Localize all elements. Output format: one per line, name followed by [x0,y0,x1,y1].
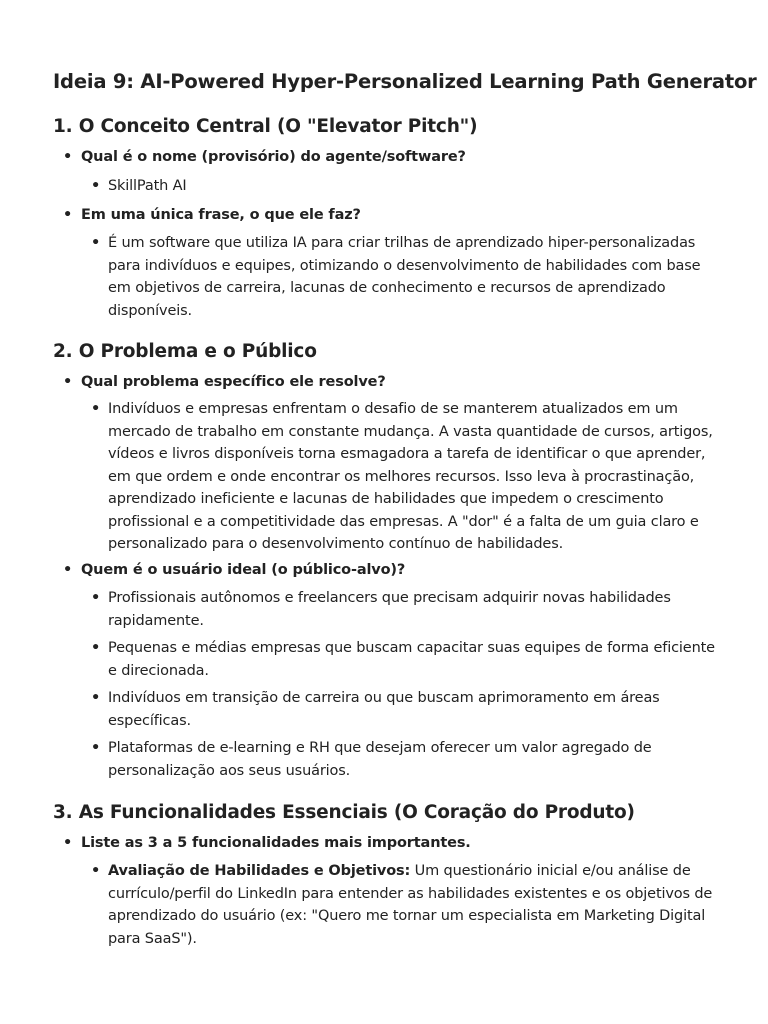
document-title: Ideia 9: AI-Powered Hyper-Personalized Learning Path Generator [53,70,757,93]
question-item [63,832,471,855]
question-text: Qual é o nome (provisório) do agente/software? [81,149,466,165]
question-item [63,204,361,227]
question-text: Liste as 3 a 5 funcionalidades mais importantes. [81,835,471,851]
section-heading-2: 2. O Problema e o Público [53,341,317,362]
question-item [63,559,406,582]
answer-item [91,737,720,782]
question-text: Quem é o usuário ideal (o público-alvo)? [81,562,406,578]
bullet-icon: • [63,835,73,851]
bullet-icon: • [91,401,101,417]
question-text: Qual problema específico ele resolve? [81,374,386,390]
bullet-icon: • [63,149,73,165]
answer-item [91,587,720,632]
answer-text: SkillPath AI [108,178,187,194]
answer-text: Indivíduos e empresas enfrentam o desafio de se manterem atualizados em um mercado de trabalho em constante mudança. A vasta quantidade de cursos, artigos, vídeos e livros disponíveis torna esmagadora a tarefa de identificar o que aprender, em que ordem e onde encontrar os melhores recursos. Isso leva à procrastinação, aprendizado ineficiente e lacunas de habilidades que impedem o crescimento profissional e a competitividade das empresas. A "dor" é a falta de um guia claro e personalizado para o desenvolvimento contínuo de habilidades. [108,401,713,552]
answer-text: Profissionais autônomos e freelancers que precisam adquirir novas habilidades rapidamente. [108,590,671,629]
bullet-icon: • [63,562,73,578]
bullet-icon: • [63,374,73,390]
answer-item [91,175,720,198]
answer-text: Pequenas e médias empresas que buscam capacitar suas equipes de forma eficiente e direcionada. [108,640,715,679]
section-heading-3: 3. As Funcionalidades Essenciais (O Coração do Produto) [53,802,635,823]
question-text: Em uma única frase, o que ele faz? [81,207,361,223]
bullet-icon: • [91,640,101,656]
bullet-icon: • [91,690,101,706]
bullet-icon: • [91,863,101,879]
answer-item [91,398,720,556]
answer-item [91,232,720,322]
bullet-icon: • [91,235,101,251]
bullet-icon: • [63,207,73,223]
question-item [63,146,466,169]
question-item [63,371,386,394]
feature-label: Avaliação de Habilidades e Objetivos: [108,863,411,879]
section-heading-1: 1. O Conceito Central (O "Elevator Pitch") [53,116,478,137]
bullet-icon: • [91,590,101,606]
answer-item [91,637,720,682]
answer-text: Plataformas de e-learning e RH que desejam oferecer um valor agregado de personalização aos seus usuários. [108,740,652,779]
feature-item [91,860,720,950]
bullet-icon: • [91,740,101,756]
feature-description: Um questionário inicial e/ou análise de currículo/perfil do LinkedIn para entender as habilidades existentes e os objetivos de aprendizado do usuário (ex: "Quero me tornar um especialista em Marketing Digital para SaaS"). [108,863,713,947]
bullet-icon: • [91,178,101,194]
answer-text: Indivíduos em transição de carreira ou que buscam aprimoramento em áreas específicas. [108,690,660,729]
answer-item [91,687,720,732]
answer-text: É um software que utiliza IA para criar trilhas de aprendizado hiper-personalizadas para indivíduos e equipes, otimizando o desenvolvimento de habilidades com base em objetivos de carreira, lacunas de conhecimento e recursos de aprendizado disponíveis. [108,235,701,319]
